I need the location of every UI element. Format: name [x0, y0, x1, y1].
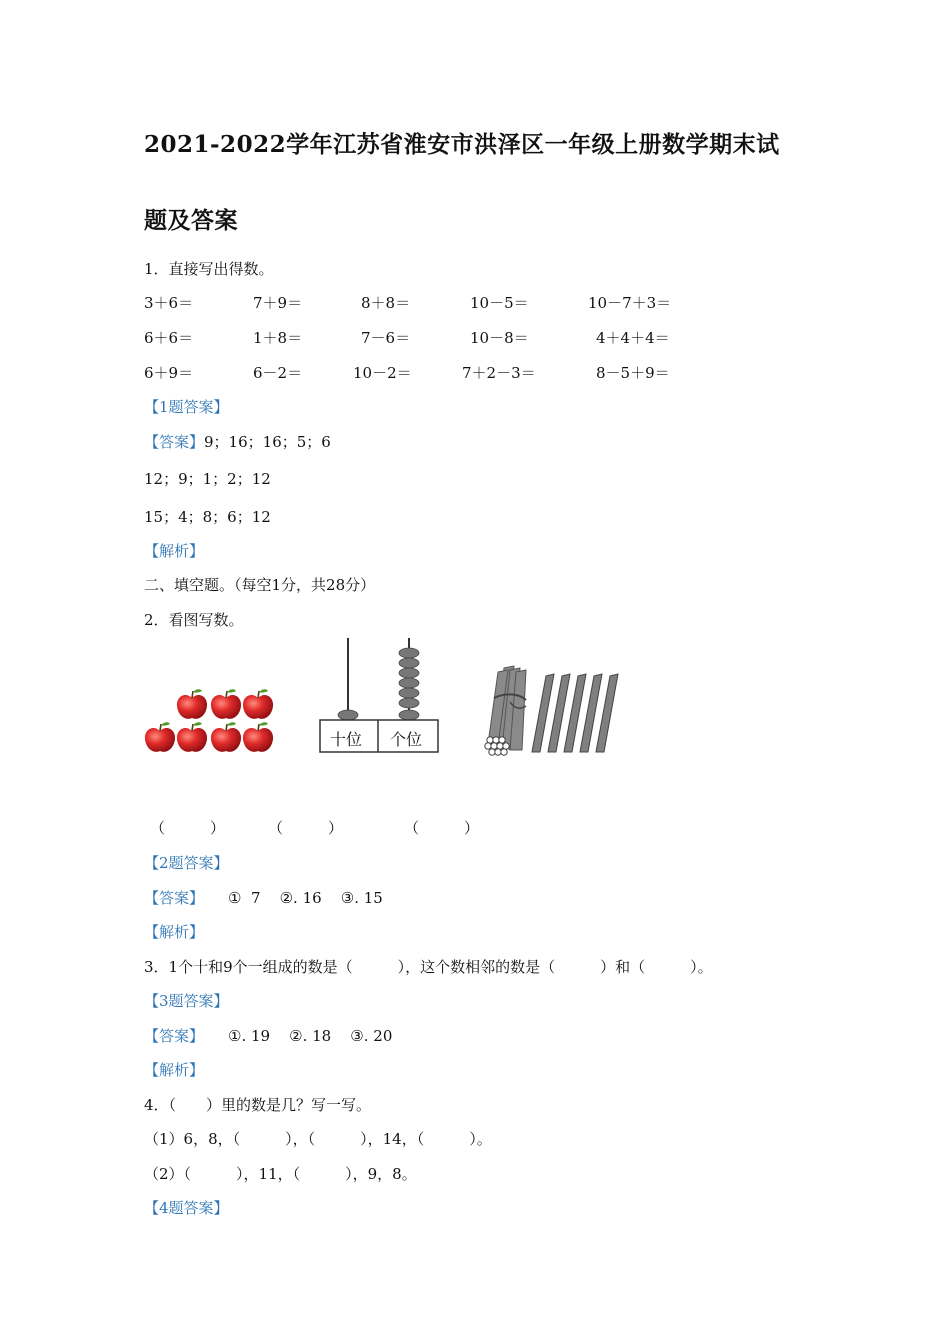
- abacus-ones-label: 个位: [390, 730, 423, 749]
- answer-tag: 【答案】: [144, 1027, 205, 1045]
- page-title: 2021-2022学年江苏省淮安市洪泽区一年级上册数学期末试: [144, 131, 780, 158]
- q4-line1: （1）6，8，（ ），（ ），14，（ ）。: [144, 1130, 492, 1148]
- q2-analysis: 【解析】: [144, 923, 205, 941]
- q1-analysis: 【解析】: [144, 542, 205, 560]
- q2-blank[interactable]: （ ）: [404, 819, 480, 837]
- q1-item: 8－5＋9＝: [596, 364, 670, 382]
- section-heading: 二、填空题。（每空1分，共28分）: [144, 576, 376, 594]
- q1-answer-line2: 12；9；1；2；12: [144, 470, 271, 488]
- answer-text: 9；16；16；5；6: [204, 433, 331, 451]
- apple-icon: [177, 689, 207, 719]
- q1-item: 1＋8＝: [253, 329, 303, 347]
- abacus-tens-label: 十位: [330, 730, 363, 749]
- apples-figure: [140, 684, 280, 758]
- q2-blank[interactable]: （ ）: [150, 819, 226, 837]
- q1-item: 4＋4＋4＝: [596, 329, 670, 347]
- q2-answer-heading: 【2题答案】: [144, 854, 229, 872]
- answer-text: ①. 19 ②. 18 ③. 20: [228, 1027, 393, 1045]
- sticks-figure: [480, 662, 630, 758]
- answer-text: ① 7 ②. 16 ③. 15: [228, 889, 383, 907]
- q2-blank[interactable]: （ ）: [268, 819, 344, 837]
- answer-tag: 【答案】: [144, 433, 205, 451]
- q1-item: 6＋9＝: [144, 364, 194, 382]
- apple-icon: [243, 722, 273, 752]
- q2-answer: [144, 887, 383, 908]
- q1-item: 7＋9＝: [253, 294, 303, 312]
- q1-answer-line3: 15；4；8；6；12: [144, 508, 271, 526]
- q4-line2: （2）（ ），11，（ ），9，8。: [144, 1165, 417, 1183]
- q4-answer-heading: 【4题答案】: [144, 1199, 229, 1217]
- q1-item: 3＋6＝: [144, 294, 194, 312]
- q1-item: 8＋8＝: [361, 294, 411, 312]
- q1-item: 6＋6＝: [144, 329, 194, 347]
- apple-icon: [211, 689, 241, 719]
- q1-prompt: 1．直接写出得数。: [144, 260, 274, 278]
- q1-item: 7＋2－3＝: [462, 364, 536, 382]
- q1-answer-heading: 【1题答案】: [144, 398, 229, 416]
- apple-icon: [243, 689, 273, 719]
- apple-icon: [145, 722, 175, 752]
- q1-item: 10－8＝: [470, 329, 529, 347]
- q3-answer-heading: 【3题答案】: [144, 992, 229, 1010]
- q1-item: 10－2＝: [353, 364, 412, 382]
- q1-item: 6－2＝: [253, 364, 303, 382]
- apple-icon: [211, 722, 241, 752]
- q1-item: 10－7＋3＝: [588, 294, 672, 312]
- q1-answer: [144, 431, 331, 452]
- page-title-cont: 题及答案: [144, 207, 238, 234]
- q3-answer: [144, 1025, 392, 1046]
- q3-prompt: 3．1个十和9个一组成的数是（ ），这个数相邻的数是（ ）和（ ）。: [144, 958, 713, 976]
- q1-item: 10－5＝: [470, 294, 529, 312]
- q4-prompt: 4．（ ）里的数是几？写一写。: [144, 1096, 372, 1114]
- q1-item: 7－6＝: [361, 329, 411, 347]
- q2-prompt: 2．看图写数。: [144, 611, 244, 629]
- answer-tag: 【答案】: [144, 889, 205, 907]
- q3-analysis: 【解析】: [144, 1061, 205, 1079]
- apple-icon: [177, 722, 207, 752]
